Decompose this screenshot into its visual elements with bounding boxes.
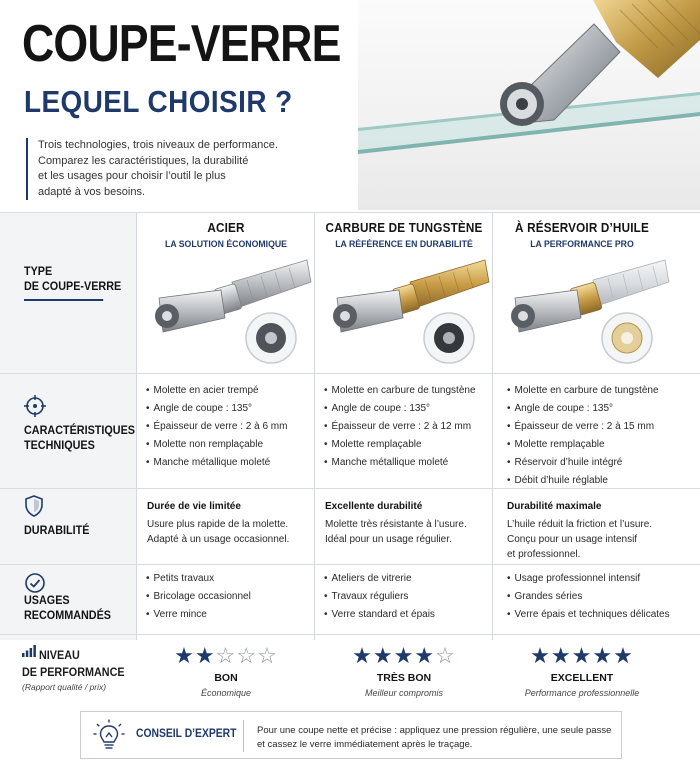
star-rating bbox=[315, 645, 493, 667]
star-empty-icon: ☆ bbox=[435, 643, 456, 668]
row-label-niveau bbox=[22, 644, 136, 692]
usages-list-carbure bbox=[324, 573, 499, 627]
list-item: • Verre mince bbox=[146, 609, 321, 627]
star-filled-icon: ★ bbox=[393, 643, 415, 668]
tip-line: et cassez le verre immédiatement après le traçage. bbox=[257, 739, 473, 750]
durability-line: et professionnel. bbox=[507, 549, 581, 560]
hero-glass-cutter-image bbox=[358, 0, 700, 210]
durability-title: Durée de vie limitée bbox=[147, 501, 241, 512]
list-item: • Molette en carbure de tungstène bbox=[324, 385, 499, 403]
row-label-line: RECOMMANDÉS bbox=[24, 608, 112, 622]
row-label-caracteristiques bbox=[24, 423, 135, 453]
intro-line: Trois technologies, trois niveaux de performance. bbox=[38, 139, 278, 151]
star-filled-icon: ★ bbox=[414, 643, 436, 668]
intro-line: Comparez les caractéristiques, la durabilité bbox=[38, 154, 249, 167]
tip-line: Pour une coupe nette et précise : appliquez une pression régulière, une seule passe bbox=[257, 725, 612, 736]
list-item: • Épaisseur de verre : 2 à 15 mm bbox=[507, 421, 682, 439]
star-filled-icon: ★ bbox=[550, 643, 572, 668]
row-divider bbox=[0, 634, 700, 635]
star-empty-icon: ☆ bbox=[236, 643, 258, 668]
column-header-huile bbox=[493, 220, 671, 250]
expert-tip-box bbox=[80, 711, 622, 759]
star-filled-icon: ★ bbox=[530, 643, 551, 668]
tip-separator bbox=[243, 720, 244, 752]
star-filled-icon: ★ bbox=[174, 643, 195, 668]
row-label-type bbox=[24, 264, 121, 301]
list-item: • Débit d’huile réglable bbox=[507, 475, 682, 493]
row-label-line: DE COUPE-VERRE bbox=[24, 279, 122, 293]
star-rating bbox=[493, 645, 671, 667]
column-header-carbure bbox=[315, 220, 493, 250]
durability-acier bbox=[147, 499, 323, 547]
durability-huile bbox=[507, 499, 683, 562]
row-label-line: TYPE bbox=[24, 264, 53, 278]
star-filled-icon: ★ bbox=[194, 643, 216, 668]
star-empty-icon: ☆ bbox=[257, 643, 278, 668]
list-item: • Usage professionnel intensif bbox=[507, 573, 682, 591]
row-label-note: (Rapport qualité / prix) bbox=[22, 682, 107, 692]
list-item: • Molette en carbure de tungstène bbox=[507, 385, 682, 403]
durability-line: Molette très résistante à l’usure. bbox=[325, 519, 467, 530]
list-item: • Manche métallique moleté bbox=[324, 457, 499, 475]
list-item: • Bricolage occasionnel bbox=[146, 591, 321, 609]
list-item: • Molette en acier trempé bbox=[146, 385, 321, 403]
durability-carbure bbox=[325, 499, 501, 547]
row-divider bbox=[0, 564, 700, 565]
row-divider bbox=[0, 373, 700, 374]
star-rating bbox=[137, 645, 315, 667]
list-item: • Petits travaux bbox=[146, 573, 321, 591]
column-name: CARBURE DE TUNGSTÈNE bbox=[325, 220, 483, 235]
list-item: • Angle de coupe : 135° bbox=[507, 403, 682, 421]
durability-line: L’huile réduit la friction et l’usure. bbox=[507, 519, 653, 530]
list-item: • Molette remplaçable bbox=[324, 439, 499, 457]
performance-huile bbox=[493, 645, 671, 698]
column-name: ACIER bbox=[207, 220, 245, 235]
usages-list-acier bbox=[146, 573, 321, 627]
rating-label: EXCELLENT bbox=[550, 672, 614, 684]
rating-note: Performance professionnelle bbox=[524, 688, 640, 698]
tool-image-huile bbox=[493, 252, 671, 368]
row-label-usages bbox=[24, 593, 111, 623]
tip-title: CONSEIL D’EXPERT bbox=[136, 728, 237, 740]
intro-text bbox=[26, 138, 316, 200]
tool-image-acier bbox=[137, 252, 315, 368]
row-label-line: CARACTÉRISTIQUES bbox=[24, 423, 136, 437]
list-item: • Angle de coupe : 135° bbox=[324, 403, 499, 421]
column-subtitle: LA PERFORMANCE PRO bbox=[530, 239, 634, 250]
star-filled-icon: ★ bbox=[613, 643, 634, 668]
star-empty-icon: ☆ bbox=[215, 643, 237, 668]
list-item: • Travaux réguliers bbox=[324, 591, 499, 609]
star-filled-icon: ★ bbox=[571, 643, 593, 668]
row-divider bbox=[0, 212, 700, 213]
star-filled-icon: ★ bbox=[352, 643, 373, 668]
list-item: • Molette remplaçable bbox=[507, 439, 682, 457]
usages-list-huile bbox=[507, 573, 682, 627]
column-name: À RÉSERVOIR D’HUILE bbox=[515, 220, 649, 235]
rating-label: TRÈS BON bbox=[376, 672, 432, 684]
specs-list-huile bbox=[507, 385, 682, 493]
list-item: • Molette non remplaçable bbox=[146, 439, 321, 457]
shield-icon bbox=[24, 495, 44, 522]
lightbulb-icon bbox=[93, 719, 125, 758]
list-item: • Angle de coupe : 135° bbox=[146, 403, 321, 421]
list-item: • Réservoir d’huile intégré bbox=[507, 457, 682, 475]
list-item: • Ateliers de vitrerie bbox=[324, 573, 499, 591]
signal-bars-icon bbox=[22, 644, 36, 662]
rating-label: BON bbox=[214, 672, 238, 684]
star-filled-icon: ★ bbox=[592, 643, 614, 668]
specs-list-carbure bbox=[324, 385, 499, 475]
row-label-line: NIVEAU bbox=[39, 648, 80, 662]
row-label-line: DE PERFORMANCE bbox=[22, 665, 125, 679]
list-item: • Manche métallique moleté bbox=[146, 457, 321, 475]
column-header-acier bbox=[137, 220, 315, 250]
target-icon bbox=[24, 395, 46, 422]
column-subtitle: LA SOLUTION ÉCONOMIQUE bbox=[164, 239, 288, 250]
list-item: • Épaisseur de verre : 2 à 12 mm bbox=[324, 421, 499, 439]
row-label-line: TECHNIQUES bbox=[24, 438, 95, 452]
rating-note: Meilleur compromis bbox=[364, 688, 444, 698]
page-title: COUPE-VERRE bbox=[22, 15, 341, 73]
performance-carbure bbox=[315, 645, 493, 698]
list-item: • Épaisseur de verre : 2 à 6 mm bbox=[146, 421, 321, 439]
durability-line: Usure plus rapide de la molette. bbox=[147, 519, 289, 530]
tip-text bbox=[257, 724, 611, 752]
label-underline bbox=[24, 299, 103, 301]
hero bbox=[0, 0, 700, 210]
specs-list-acier bbox=[146, 385, 321, 475]
performance-acier bbox=[137, 645, 315, 698]
list-item: • Verre épais et techniques délicates bbox=[507, 609, 682, 627]
durability-line: Adapté à un usage occasionnel. bbox=[147, 534, 290, 545]
tool-image-carbure bbox=[315, 252, 493, 368]
durability-line: Idéal pour un usage régulier. bbox=[325, 534, 452, 545]
page-subtitle: LEQUEL CHOISIR ? bbox=[24, 84, 293, 119]
intro-line: et les usages pour choisir l’outil le plus bbox=[38, 170, 226, 182]
rating-note: Économique bbox=[200, 688, 252, 698]
column-subtitle: LA RÉFÉRENCE EN DURABILITÉ bbox=[335, 239, 473, 250]
row-label-line: USAGES bbox=[24, 593, 70, 607]
row-label-durabilite: DURABILITÉ bbox=[24, 523, 90, 537]
list-item: • Verre standard et épais bbox=[324, 609, 499, 627]
star-filled-icon: ★ bbox=[372, 643, 394, 668]
durability-title: Excellente durabilité bbox=[325, 501, 423, 512]
durability-title: Durabilité maximale bbox=[507, 501, 602, 512]
intro-line: adapté à vos besoins. bbox=[38, 185, 146, 198]
list-item: • Grandes séries bbox=[507, 591, 682, 609]
durability-line: Conçu pour un usage intensif bbox=[507, 534, 638, 545]
